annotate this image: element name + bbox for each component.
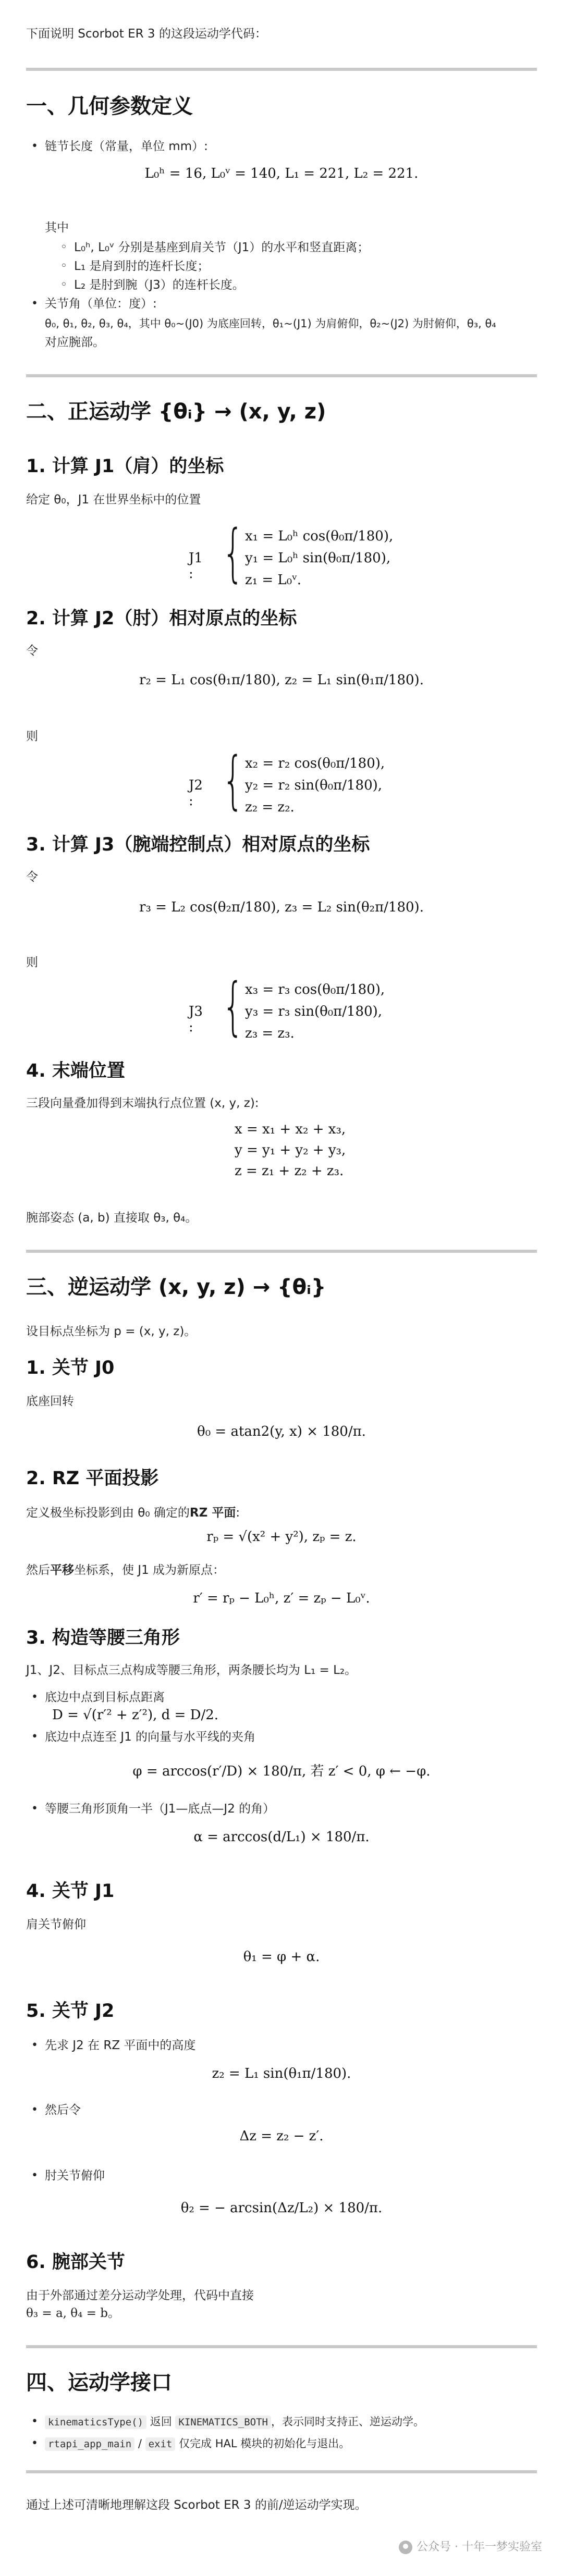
- kinematics-type-text: 返回: [146, 2415, 176, 2428]
- brace-icon: {: [222, 970, 244, 1043]
- wechat-account-icon: [399, 2541, 412, 2554]
- eq-rp-zp: rₚ = √(x² + y²), zₚ = z.: [206, 1529, 357, 1545]
- eq-r-prime: r′ = rₚ − L₀ʰ, z′ = zₚ − L₀ᵛ.: [193, 1591, 370, 1606]
- joint-angles-text-1: θ₀, θ₁, θ₂, θ₃, θ₄，其中 θ₀~(J0) 为底座回转，θ₁~(J1) 为肩俯仰，θ₂~(J2) 为肘俯仰，θ₃, θ₄: [45, 317, 496, 330]
- eq-end-z: z = z₁ + z₂ + z₃.: [235, 1163, 344, 1179]
- ik-translate-part: 然后: [26, 1563, 50, 1577]
- brace-icon: {: [222, 517, 244, 589]
- ik-heading-j1: 4. 关节 J1: [26, 1881, 115, 1902]
- ik-j1-text: 肩关节俯仰: [26, 1918, 86, 1931]
- ik-rz-text-part: 定义极坐标投影到由 θ₀ 确定的: [26, 1506, 190, 1520]
- ik-wrist-eq: θ₃ = a, θ₄ = b。: [26, 2307, 120, 2320]
- ik-translate-text: [26, 1561, 225, 1579]
- ik-translate-part: 坐标系，使 J1 成为新原点：: [74, 1563, 225, 1577]
- eq-j3-row: z₃ = z₃.: [245, 1026, 295, 1041]
- code-exit: exit: [145, 2437, 176, 2451]
- eq-j3-label: J3 :: [189, 1004, 203, 1035]
- eq-j2-label: J2 :: [189, 778, 203, 809]
- ik-heading-rz: 2. RZ 平面投影: [26, 1468, 159, 1489]
- section-3-title: 三、逆运动学 (x, y, z) → {θᵢ}: [26, 1275, 326, 1299]
- fk-heading-j1: 1. 计算 J1（肩）的坐标: [26, 456, 224, 477]
- fk-j1-text: 给定 θ₀，J1 在世界坐标中的位置: [26, 493, 201, 507]
- brace-icon: {: [222, 744, 244, 817]
- wrist-text: 腕部姿态 (a, b) 直接取 θ₃, θ₄。: [26, 1211, 198, 1225]
- fk-heading-j2: 2. 计算 J2（肘）相对原点的坐标: [26, 608, 297, 629]
- bullet-alpha: • 等腰三角形顶角一半（J1—底点—J2 的角）: [45, 1800, 275, 1818]
- bullet-rtapi: [45, 2435, 350, 2453]
- eq-r3-z3: r₃ = L₂ cos(θ₂π/180), z₃ = L₂ sin(θ₂π/180).: [139, 899, 424, 915]
- bullet-phi: • 底边中点连至 J1 的向量与水平线的夹角: [45, 1728, 255, 1746]
- sub-bullet-l1: ◦ L₁ 是肩到肘的连杆长度；: [74, 257, 209, 275]
- bullet-dz: • 然后令: [45, 2101, 81, 2119]
- where-text: 其中: [45, 221, 69, 235]
- ik-triangle-text: J1、J2、目标点三点构成等腰三角形，两条腰长均为 L₁ = L₂。: [26, 1663, 357, 1677]
- joint-angles-text-2: 对应腕部。: [45, 336, 105, 349]
- section-1-title: 一、几何参数定义: [26, 94, 193, 118]
- eq-theta1: θ₁ = φ + α.: [243, 1949, 320, 1965]
- section-2-title: 二、正运动学 {θᵢ} → (x, y, z): [26, 400, 326, 424]
- eq-j2-row: z₂ = z₂.: [245, 799, 295, 815]
- ik-heading-triangle: 3. 构造等腰三角形: [26, 1628, 180, 1648]
- divider: [26, 2470, 537, 2473]
- watermark: [399, 2538, 542, 2554]
- section-4-title: 四、运动学接口: [26, 2371, 172, 2395]
- bullet-distance: • 底边中点到目标点距离: [45, 1688, 165, 1706]
- rtapi-text: /: [134, 2437, 145, 2450]
- eq-j1-row: y₁ = L₀ʰ sin(θ₀π/180),: [245, 550, 391, 566]
- fk-end-text: 三段向量叠加得到末端执行点位置 (x, y, z):: [26, 1096, 259, 1110]
- eq-j2-row: y₂ = r₂ sin(θ₀π/180),: [245, 778, 383, 793]
- bullet-z2: • 先求 J2 在 RZ 平面中的高度: [45, 2037, 195, 2054]
- ik-heading-j0: 1. 关节 J0: [26, 1358, 115, 1378]
- eq-j3-row: x₃ = r₃ cos(θ₀π/180),: [245, 982, 385, 997]
- divider: [26, 68, 537, 71]
- eq-j1-row: x₁ = L₀ʰ cos(θ₀π/180),: [245, 528, 394, 544]
- sub-bullet-l0: ◦ L₀ʰ, L₀ᵛ 分别是基座到肩关节（J1）的水平和竖直距离；: [74, 239, 369, 256]
- sub-bullet-l2: ◦ L₂ 是肘到腕（J3）的连杆长度。: [74, 276, 244, 294]
- ik-wrist-text: 由于外部通过差分运动学处理，代码中直接: [26, 2289, 254, 2302]
- ik-j0-text: 底座回转: [26, 1395, 74, 1408]
- ze-text: 则: [26, 730, 38, 743]
- eq-link-lengths: L₀ʰ = 16, L₀ᵛ = 140, L₁ = 221, L₂ = 221.: [144, 166, 419, 181]
- eq-j2-row: x₂ = r₂ cos(θ₀π/180),: [245, 756, 385, 771]
- divider: [26, 374, 537, 377]
- bullet-kinematics-type: [45, 2413, 424, 2431]
- eq-theta2: θ₂ = − arcsin(Δz/L₂) × 180/π.: [180, 2200, 383, 2216]
- eq-j1-row: z₁ = L₀ᵛ.: [245, 572, 302, 588]
- eq-alpha: α = arccos(d/L₁) × 180/π.: [193, 1829, 370, 1845]
- ik-heading-j2: 5. 关节 J2: [26, 2001, 115, 2022]
- eq-end-y: y = y₁ + y₂ + y₃,: [235, 1142, 346, 1158]
- eq-phi: φ = arccos(r′/D) × 180/π, 若 z′ < 0, φ ← −φ.: [132, 1764, 431, 1779]
- ik-rz-text-part: :: [236, 1506, 240, 1520]
- outro-text: 通过上述可清晰地理解这段 Scorbot ER 3 的前/逆运动学实现。: [26, 2498, 367, 2512]
- rtapi-text: 仅完成 HAL 模块的初始化与退出。: [175, 2437, 350, 2450]
- divider: [26, 1250, 537, 1253]
- eq-dz: Δz = z₂ − z′.: [239, 2128, 324, 2144]
- eq-z2: z₂ = L₁ sin(θ₁π/180).: [212, 2066, 351, 2081]
- eq-theta0: θ₀ = atan2(y, x) × 180/π.: [197, 1424, 366, 1439]
- watermark-text: 公众号 · 十年一梦实验室: [417, 2541, 542, 2554]
- eq-end-x: x = x₁ + x₂ + x₃,: [235, 1121, 346, 1137]
- code-kinematics-type: kinematicsType(): [45, 2415, 146, 2429]
- fk-heading-end: 4. 末端位置: [26, 1061, 125, 1081]
- fk-heading-j3: 3. 计算 J3（腕端控制点）相对原点的坐标: [26, 834, 370, 855]
- ik-translate-bold: 平移: [50, 1563, 74, 1577]
- kinematics-type-text: ，表示同时支持正、逆运动学。: [271, 2415, 424, 2428]
- ling-text: 令: [26, 870, 38, 884]
- eq-r2-z2: r₂ = L₁ cos(θ₁π/180), z₂ = L₁ sin(θ₁π/180).: [139, 672, 424, 688]
- eq-D-d: D = √(r′² + z′²), d = D/2.: [52, 1707, 219, 1723]
- eq-j1-label: J1 :: [189, 550, 203, 582]
- ik-rz-text: [26, 1504, 240, 1522]
- bullet-theta2: • 肘关节俯仰: [45, 2167, 105, 2185]
- ze-text: 则: [26, 956, 38, 969]
- eq-j3-row: y₃ = r₃ sin(θ₀π/180),: [245, 1004, 383, 1019]
- ik-heading-wrist: 6. 腕部关节: [26, 2252, 125, 2273]
- bullet-link-lengths: • 链节长度（常量，单位 mm）:: [45, 138, 208, 155]
- intro-text: 下面说明 Scorbot ER 3 的这段运动学代码：: [26, 27, 267, 41]
- ik-rz-plane-bold: RZ 平面: [189, 1506, 236, 1520]
- code-rtapi-main: rtapi_app_main: [45, 2437, 134, 2451]
- bullet-joint-angles: • 关节角（单位：度）:: [45, 295, 157, 313]
- code-kinematics-both: KINEMATICS_BOTH: [175, 2415, 271, 2429]
- divider: [26, 2345, 537, 2348]
- ik-target-text: 设目标点坐标为 p = (x, y, z)。: [26, 1325, 197, 1338]
- ling-text: 令: [26, 644, 38, 658]
